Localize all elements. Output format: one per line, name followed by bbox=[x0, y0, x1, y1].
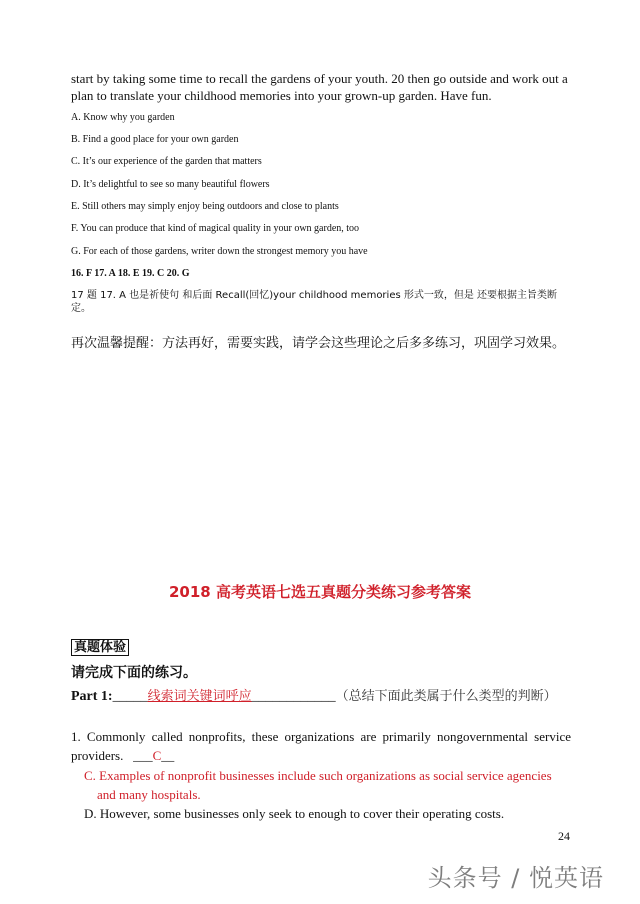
answer-key: 16. F 17. A 18. E 19. C 20. G bbox=[71, 268, 190, 279]
question-1-answer: C bbox=[152, 748, 162, 763]
watermark: 头条号 / 悦英语 bbox=[427, 864, 604, 892]
exercise-box-label: 真题体验 bbox=[71, 639, 129, 656]
explanation-note: 17 题 17. A 也是祈使句 和后面 Recall(回忆)your childhood memories 形式一致，但是 还要根据主旨类断定。 bbox=[71, 290, 558, 314]
option-f: F. You can produce that kind of magical quality in your own garden, too bbox=[71, 223, 360, 234]
part-hint: （总结下面此类属于什么类型的判断） bbox=[335, 689, 557, 704]
option-c: C. It’s our experience of the garden that matters bbox=[71, 156, 262, 167]
part-label: Part 1: bbox=[71, 689, 113, 704]
instruction-heading: 请完成下面的练习。 bbox=[71, 665, 197, 681]
option-e: E. Still others may simply enjoy being outdoors and close to plants bbox=[71, 201, 339, 212]
page-number: 24 bbox=[558, 829, 570, 843]
part-blank-lead: _____ bbox=[112, 689, 148, 704]
passage-ending: start by taking some time to recall the gardens of your youth. 20 then go outside and work out a plan to translate your childhood memories into your grown-up garden. Have fun. bbox=[71, 71, 568, 103]
section-title: 2018 高考英语七选五真题分类练习参考答案 bbox=[169, 583, 471, 601]
option-b: B. Find a good place for your own garden bbox=[71, 134, 239, 145]
question-1 bbox=[71, 727, 571, 765]
option-g: G. For each of those gardens, writer down the strongest memory you have bbox=[71, 246, 368, 257]
exercise-box bbox=[71, 638, 129, 656]
part-answer: 线索词关键词呼应 bbox=[147, 689, 252, 704]
option-a: A. Know why you garden bbox=[71, 112, 175, 123]
question-1-text: 1. Commonly called nonprofits, these organizations are primarily nongovernmental service providers. bbox=[71, 729, 571, 763]
question-1-blank-left: ___ bbox=[133, 748, 153, 763]
option-d: D. It’s delightful to see so many beautiful flowers bbox=[71, 179, 270, 190]
part-1-line bbox=[71, 687, 571, 707]
answer-option-d: D. However, some businesses only seek to enough to cover their operating costs. bbox=[84, 806, 505, 821]
part-blank-tail: ____________ bbox=[251, 689, 336, 704]
question-1-blank-right: __ bbox=[161, 748, 175, 763]
reminder-text: 再次温馨提醒：方法再好，需要实践，请学会这些理论之后多多练习，巩固学习效果。 bbox=[71, 336, 566, 351]
answer-option-c: C. Examples of nonprofit businesses include such organizations as social service agencies and many hospitals. bbox=[84, 768, 552, 802]
